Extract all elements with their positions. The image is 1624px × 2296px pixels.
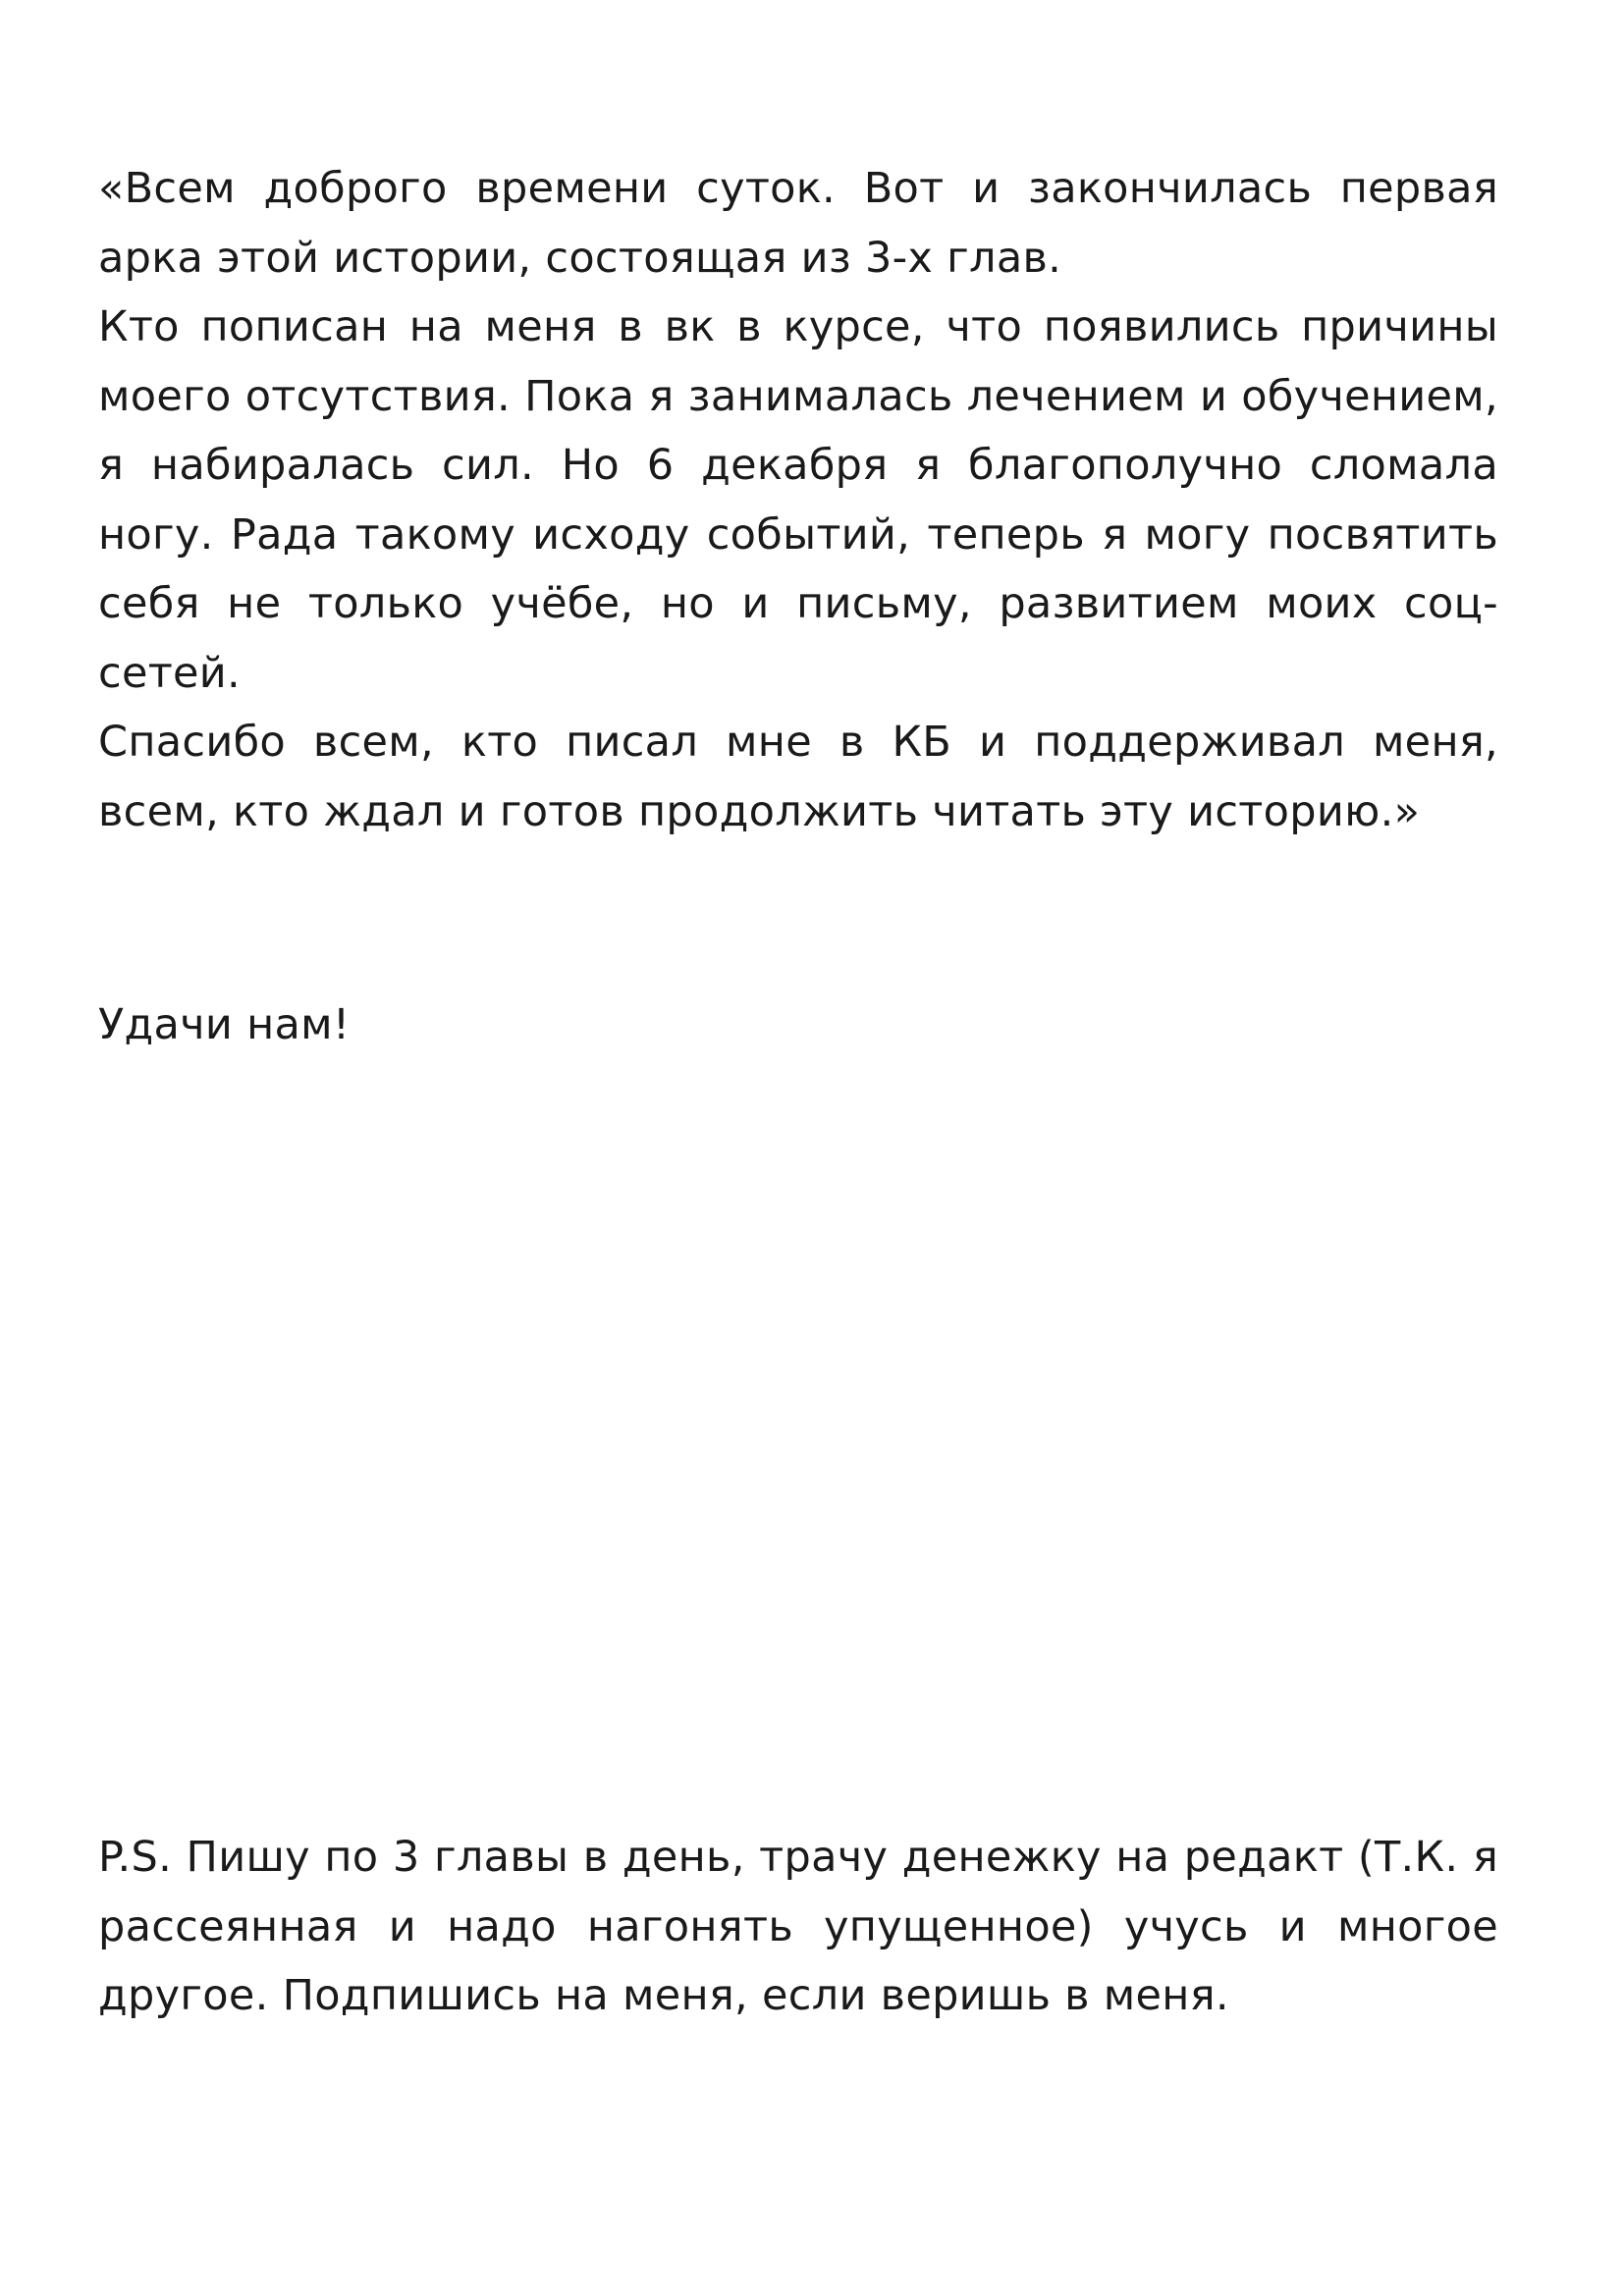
wish-block [98, 990, 1498, 1060]
main-text-block [98, 154, 1498, 846]
postscript-text: P.S. Пишу по 3 главы в день, трачу денежку на редакт (Т.К. я рассеянная и надо нагонять упущенное) учусь и многое другое. Подпишись на меня, если веришь в меня. [98, 1833, 1498, 2020]
paragraph-intro: «Всем доброго времени суток. Вот и закончилась первая арка этой истории, состоящая из 3-х глав. [98, 164, 1498, 283]
paragraph-thanks: Спасибо всем, кто писал мне в КБ и поддерживал меня, всем, кто ждал и готов продолжить читать эту историю.» [98, 718, 1498, 836]
wish-text: Удачи нам! [98, 1000, 351, 1049]
paragraph-absence: Кто пописан на меня в вк в курсе, что появились причины моего отсутствия. Пока я занималась лечением и обучением, я набиралась сил. Но 6 декабря я благополучно сломала ногу. Рада такому исходу событий, теперь я могу посвятить себя не только учёбе, но и письму, развитием моих соц-сетей. [98, 302, 1498, 698]
postscript-block [98, 1823, 1498, 2031]
